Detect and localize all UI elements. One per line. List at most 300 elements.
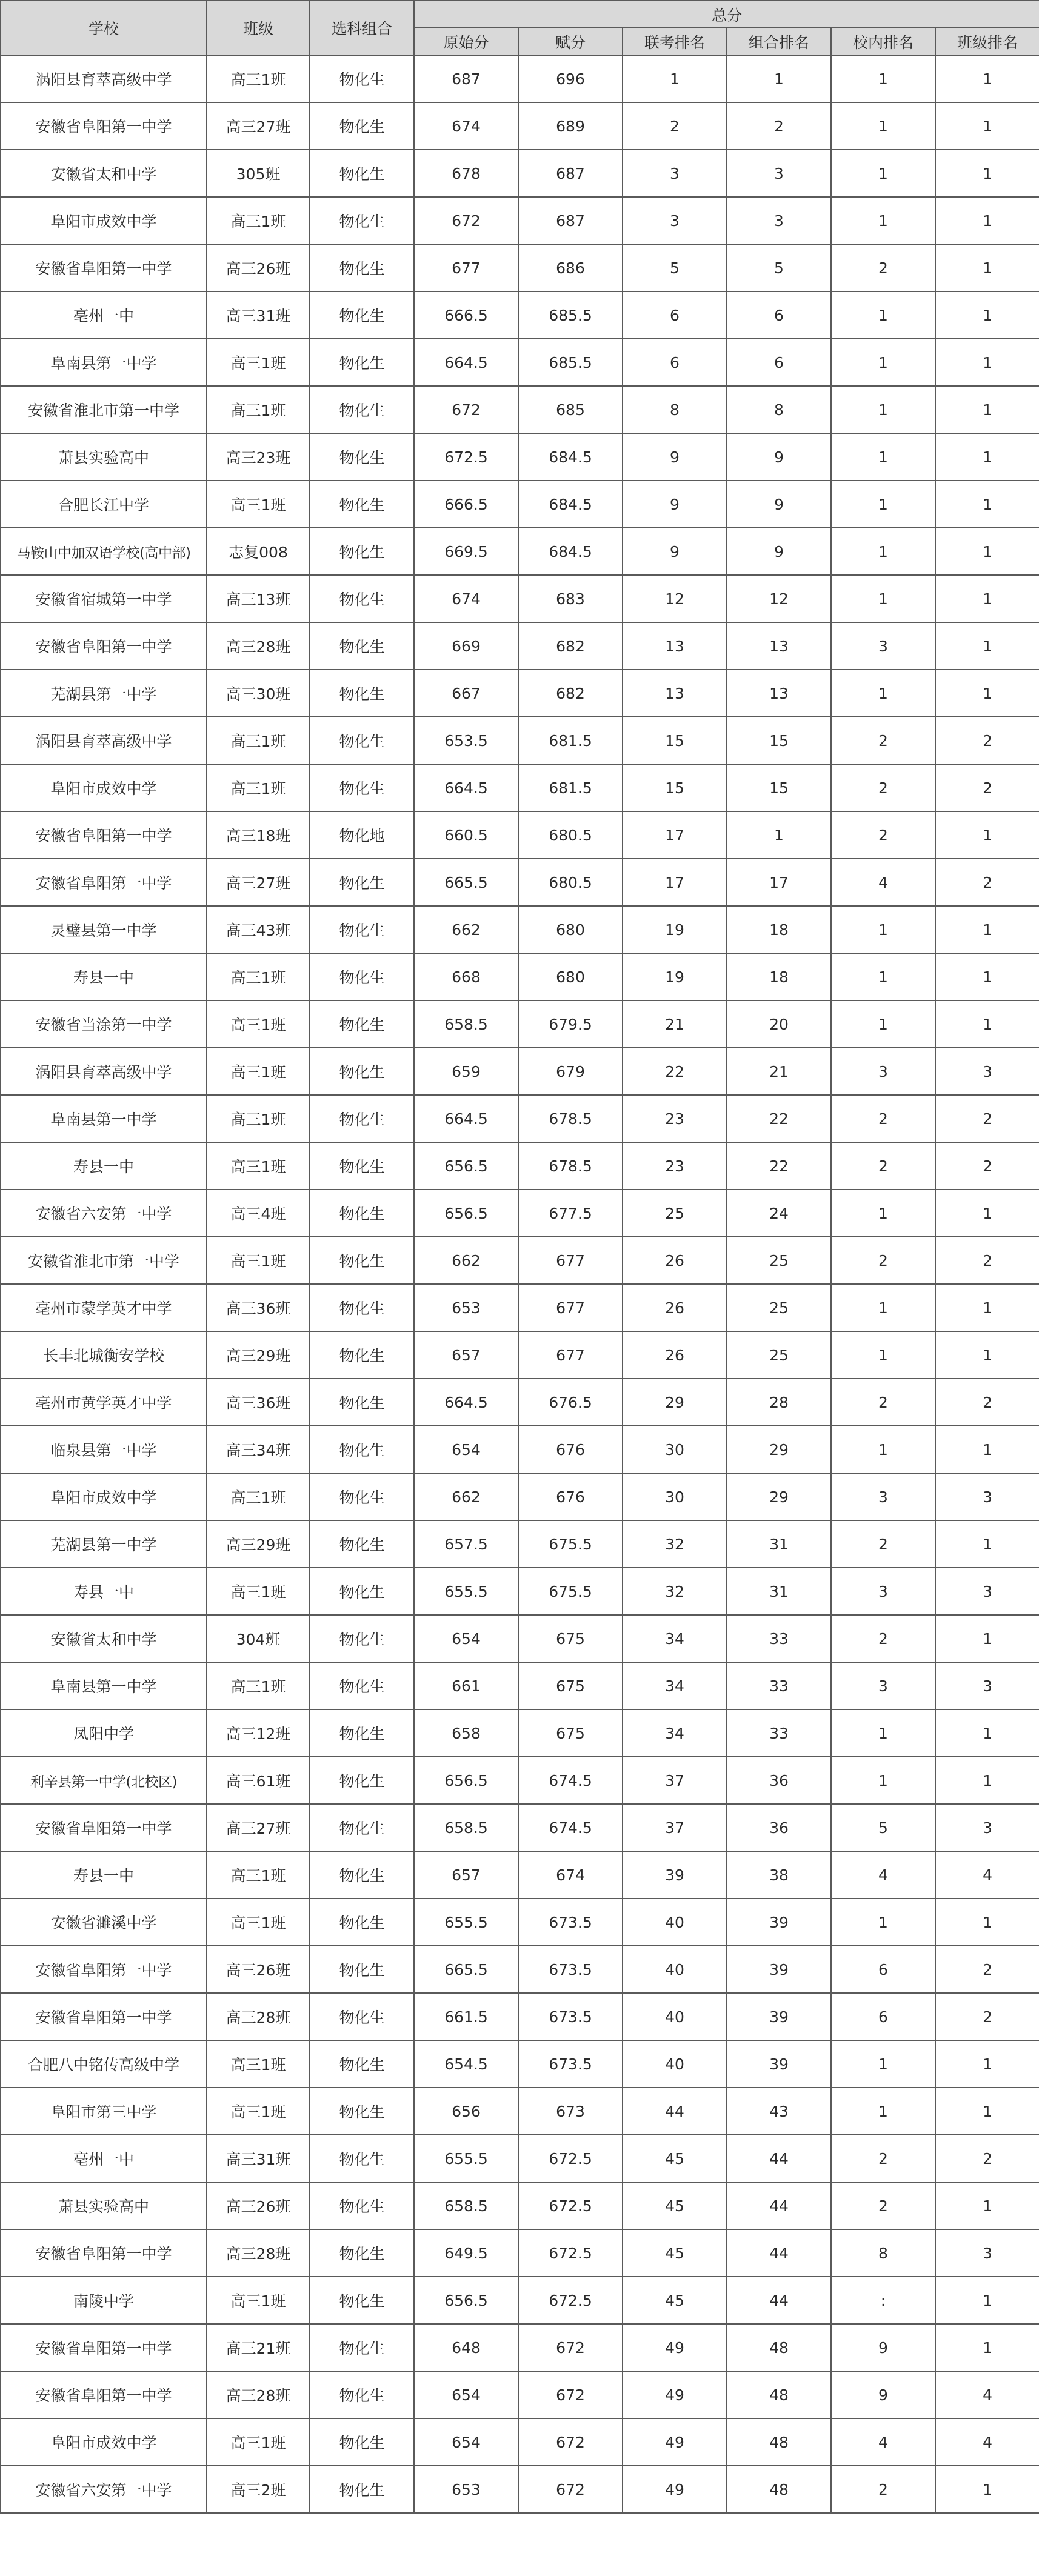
class-rank-cell: 1 [935, 55, 1039, 102]
subject-combo-cell: 物化生 [310, 481, 414, 528]
school-rank-cell: 9 [831, 2324, 935, 2371]
class-cell: 高三34班 [207, 1426, 310, 1473]
joint-exam-rank-cell: 13 [623, 670, 727, 717]
joint-exam-rank-cell: 29 [623, 1379, 727, 1426]
school-cell: 阜阳市成效中学 [1, 197, 207, 244]
raw-score-cell: 669 [414, 622, 518, 670]
class-rank-cell: 1 [935, 2324, 1039, 2371]
class-rank-cell: 1 [935, 1190, 1039, 1237]
school-cell: 寿县一中 [1, 1568, 207, 1615]
school-rank-cell: 5 [831, 1804, 935, 1851]
combo-rank-cell: 31 [727, 1568, 831, 1615]
class-cell: 志复008 [207, 528, 310, 575]
combo-rank-cell: 44 [727, 2277, 831, 2324]
subject-combo-cell: 物化生 [310, 1426, 414, 1473]
combo-rank-cell: 33 [727, 1662, 831, 1709]
class-rank-cell: 3 [935, 1804, 1039, 1851]
class-cell: 高三29班 [207, 1520, 310, 1568]
table-row [1, 1804, 1039, 1851]
combo-rank-cell: 1 [727, 55, 831, 102]
class-cell: 高三27班 [207, 1804, 310, 1851]
combo-rank-cell: 36 [727, 1804, 831, 1851]
school-rank-cell: 9 [831, 2371, 935, 2418]
joint-exam-rank-cell: 15 [623, 717, 727, 764]
joint-exam-rank-cell: 49 [623, 2371, 727, 2418]
raw-score-cell: 658.5 [414, 2182, 518, 2229]
raw-score-cell: 664.5 [414, 764, 518, 811]
combo-rank-cell: 33 [727, 1709, 831, 1757]
school-rank-cell: 3 [831, 1568, 935, 1615]
subject-combo-cell: 物化生 [310, 339, 414, 386]
school-cell: 芜湖县第一中学 [1, 670, 207, 717]
class-cell: 高三31班 [207, 291, 310, 339]
school-rank-cell: 2 [831, 1142, 935, 1190]
raw-score-cell: 665.5 [414, 1946, 518, 1993]
class-rank-cell: 1 [935, 1331, 1039, 1379]
table-row [1, 2371, 1039, 2418]
school-cell: 安徽省太和中学 [1, 150, 207, 197]
school-rank-cell: 2 [831, 2466, 935, 2513]
assigned-score-cell: 672.5 [518, 2277, 623, 2324]
assigned-score-cell: 677 [518, 1331, 623, 1379]
raw-score-cell: 656 [414, 2088, 518, 2135]
class-cell: 高三1班 [207, 197, 310, 244]
school-cell: 安徽省阜阳第一中学 [1, 859, 207, 906]
table-row [1, 1284, 1039, 1331]
class-cell: 高三1班 [207, 2040, 310, 2088]
assigned-score-cell: 672.5 [518, 2182, 623, 2229]
table-row [1, 2277, 1039, 2324]
school-rank-cell: 1 [831, 433, 935, 481]
class-cell: 高三27班 [207, 859, 310, 906]
combo-rank-cell: 39 [727, 2040, 831, 2088]
school-cell: 阜南县第一中学 [1, 1662, 207, 1709]
assigned-score-cell: 687 [518, 150, 623, 197]
raw-score-cell: 653 [414, 2466, 518, 2513]
class-rank-cell: 1 [935, 575, 1039, 622]
table-row [1, 1379, 1039, 1426]
school-rank-cell: 1 [831, 102, 935, 150]
school-rank-cell: 2 [831, 811, 935, 859]
raw-score-cell: 657.5 [414, 1520, 518, 1568]
raw-score-cell: 658.5 [414, 1000, 518, 1048]
school-cell: 安徽省六安第一中学 [1, 2466, 207, 2513]
header-school: 学校 [1, 1, 207, 55]
subject-combo-cell: 物化生 [310, 2466, 414, 2513]
assigned-score-cell: 672 [518, 2418, 623, 2466]
table-row [1, 386, 1039, 433]
combo-rank-cell: 6 [727, 291, 831, 339]
assigned-score-cell: 682 [518, 670, 623, 717]
table-row [1, 55, 1039, 102]
class-cell: 304班 [207, 1615, 310, 1662]
school-cell: 阜阳市成效中学 [1, 1473, 207, 1520]
school-cell: 灵璧县第一中学 [1, 906, 207, 953]
combo-rank-cell: 9 [727, 528, 831, 575]
class-rank-cell: 1 [935, 481, 1039, 528]
combo-rank-cell: 2 [727, 102, 831, 150]
class-rank-cell: 1 [935, 386, 1039, 433]
school-rank-cell: 2 [831, 717, 935, 764]
class-cell: 高三1班 [207, 1142, 310, 1190]
joint-exam-rank-cell: 23 [623, 1142, 727, 1190]
table-row [1, 291, 1039, 339]
assigned-score-cell: 685.5 [518, 291, 623, 339]
school-rank-cell: 1 [831, 1757, 935, 1804]
subject-combo-cell: 物化生 [310, 859, 414, 906]
joint-exam-rank-cell: 45 [623, 2135, 727, 2182]
school-cell: 安徽省阜阳第一中学 [1, 244, 207, 291]
school-cell: 寿县一中 [1, 1851, 207, 1899]
class-rank-cell: 1 [935, 1426, 1039, 1473]
combo-rank-cell: 6 [727, 339, 831, 386]
raw-score-cell: 661.5 [414, 1993, 518, 2040]
school-cell: 亳州市蒙学英才中学 [1, 1284, 207, 1331]
school-rank-cell: 2 [831, 1095, 935, 1142]
class-cell: 高三1班 [207, 1048, 310, 1095]
table-row [1, 717, 1039, 764]
class-rank-cell: 1 [935, 670, 1039, 717]
school-cell: 安徽省阜阳第一中学 [1, 2371, 207, 2418]
assigned-score-cell: 686 [518, 244, 623, 291]
raw-score-cell: 672 [414, 197, 518, 244]
subject-combo-cell: 物化生 [310, 1379, 414, 1426]
table-row [1, 906, 1039, 953]
assigned-score-cell: 673.5 [518, 1993, 623, 2040]
combo-rank-cell: 24 [727, 1190, 831, 1237]
class-cell: 高三30班 [207, 670, 310, 717]
subject-combo-cell: 物化地 [310, 811, 414, 859]
combo-rank-cell: 48 [727, 2418, 831, 2466]
header-raw-score: 原始分 [414, 28, 518, 55]
table-row [1, 528, 1039, 575]
raw-score-cell: 672.5 [414, 433, 518, 481]
class-cell: 305班 [207, 150, 310, 197]
assigned-score-cell: 675 [518, 1615, 623, 1662]
assigned-score-cell: 685 [518, 386, 623, 433]
header-combo-rank: 组合排名 [727, 28, 831, 55]
table-header [1, 1, 1039, 55]
school-cell: 萧县实验高中 [1, 2182, 207, 2229]
subject-combo-cell: 物化生 [310, 55, 414, 102]
class-rank-cell: 2 [935, 2135, 1039, 2182]
table-row [1, 1237, 1039, 1284]
subject-combo-cell: 物化生 [310, 1615, 414, 1662]
school-cell: 临泉县第一中学 [1, 1426, 207, 1473]
class-cell: 高三29班 [207, 1331, 310, 1379]
class-rank-cell: 1 [935, 197, 1039, 244]
class-cell: 高三26班 [207, 244, 310, 291]
class-rank-cell: 1 [935, 291, 1039, 339]
table-row [1, 1048, 1039, 1095]
school-rank-cell: 4 [831, 1851, 935, 1899]
class-rank-cell: 2 [935, 1142, 1039, 1190]
subject-combo-cell: 物化生 [310, 1331, 414, 1379]
raw-score-cell: 664.5 [414, 339, 518, 386]
table-row [1, 1993, 1039, 2040]
school-rank-cell: 1 [831, 906, 935, 953]
school-cell: 安徽省淮北市第一中学 [1, 1237, 207, 1284]
school-cell: 阜阳市成效中学 [1, 764, 207, 811]
table-row [1, 764, 1039, 811]
table-row [1, 2135, 1039, 2182]
class-cell: 高三1班 [207, 1851, 310, 1899]
subject-combo-cell: 物化生 [310, 197, 414, 244]
subject-combo-cell: 物化生 [310, 1520, 414, 1568]
table-row [1, 1520, 1039, 1568]
school-rank-cell: 1 [831, 1000, 935, 1048]
assigned-score-cell: 678.5 [518, 1142, 623, 1190]
combo-rank-cell: 44 [727, 2182, 831, 2229]
raw-score-cell: 654.5 [414, 2040, 518, 2088]
school-cell: 安徽省阜阳第一中学 [1, 1993, 207, 2040]
combo-rank-cell: 31 [727, 1520, 831, 1568]
assigned-score-cell: 674 [518, 1851, 623, 1899]
table-body [1, 55, 1039, 2513]
class-rank-cell: 1 [935, 622, 1039, 670]
combo-rank-cell: 48 [727, 2324, 831, 2371]
table-row [1, 1000, 1039, 1048]
school-cell: 安徽省阜阳第一中学 [1, 102, 207, 150]
table-row [1, 2418, 1039, 2466]
raw-score-cell: 657 [414, 1331, 518, 1379]
school-rank-cell: 2 [831, 1520, 935, 1568]
class-rank-cell: 1 [935, 2088, 1039, 2135]
joint-exam-rank-cell: 15 [623, 764, 727, 811]
school-cell: 安徽省当涂第一中学 [1, 1000, 207, 1048]
assigned-score-cell: 680 [518, 906, 623, 953]
class-cell: 高三1班 [207, 1473, 310, 1520]
assigned-score-cell: 696 [518, 55, 623, 102]
combo-rank-cell: 25 [727, 1237, 831, 1284]
assigned-score-cell: 684.5 [518, 433, 623, 481]
combo-rank-cell: 36 [727, 1757, 831, 1804]
subject-combo-cell: 物化生 [310, 1237, 414, 1284]
joint-exam-rank-cell: 26 [623, 1237, 727, 1284]
table-row [1, 670, 1039, 717]
school-rank-cell: 2 [831, 1379, 935, 1426]
class-cell: 高三13班 [207, 575, 310, 622]
combo-rank-cell: 3 [727, 150, 831, 197]
class-rank-cell: 1 [935, 339, 1039, 386]
school-rank-cell: 1 [831, 953, 935, 1000]
school-cell: 凤阳中学 [1, 1709, 207, 1757]
class-rank-cell: 1 [935, 2182, 1039, 2229]
subject-combo-cell: 物化生 [310, 244, 414, 291]
class-cell: 高三1班 [207, 953, 310, 1000]
school-cell: 安徽省阜阳第一中学 [1, 2229, 207, 2277]
raw-score-cell: 654 [414, 2371, 518, 2418]
subject-combo-cell: 物化生 [310, 717, 414, 764]
assigned-score-cell: 672.5 [518, 2229, 623, 2277]
assigned-score-cell: 676.5 [518, 1379, 623, 1426]
class-rank-cell: 1 [935, 1615, 1039, 1662]
joint-exam-rank-cell: 1 [623, 55, 727, 102]
header-class: 班级 [207, 1, 310, 55]
subject-combo-cell: 物化生 [310, 1190, 414, 1237]
raw-score-cell: 653.5 [414, 717, 518, 764]
class-cell: 高三1班 [207, 1662, 310, 1709]
class-rank-cell: 1 [935, 1709, 1039, 1757]
subject-combo-cell: 物化生 [310, 906, 414, 953]
subject-combo-cell: 物化生 [310, 2324, 414, 2371]
combo-rank-cell: 48 [727, 2466, 831, 2513]
combo-rank-cell: 12 [727, 575, 831, 622]
class-rank-cell: 2 [935, 1379, 1039, 1426]
school-cell: 亳州一中 [1, 291, 207, 339]
subject-combo-cell: 物化生 [310, 1757, 414, 1804]
raw-score-cell: 674 [414, 575, 518, 622]
subject-combo-cell: 物化生 [310, 2371, 414, 2418]
table-row [1, 2040, 1039, 2088]
class-rank-cell: 2 [935, 1095, 1039, 1142]
school-rank-cell: 1 [831, 670, 935, 717]
table-row [1, 339, 1039, 386]
class-cell: 高三1班 [207, 1095, 310, 1142]
header-subject-combo: 选科组合 [310, 1, 414, 55]
joint-exam-rank-cell: 49 [623, 2418, 727, 2466]
class-rank-cell: 1 [935, 433, 1039, 481]
table-row [1, 1946, 1039, 1993]
assigned-score-cell: 682 [518, 622, 623, 670]
school-cell: 阜阳市第三中学 [1, 2088, 207, 2135]
assigned-score-cell: 677 [518, 1237, 623, 1284]
class-rank-cell: 2 [935, 1237, 1039, 1284]
assigned-score-cell: 674.5 [518, 1804, 623, 1851]
school-rank-cell: 3 [831, 1473, 935, 1520]
class-cell: 高三23班 [207, 433, 310, 481]
assigned-score-cell: 681.5 [518, 717, 623, 764]
school-rank-cell: 1 [831, 2040, 935, 2088]
raw-score-cell: 654 [414, 1426, 518, 1473]
school-rank-cell: 4 [831, 859, 935, 906]
assigned-score-cell: 676 [518, 1426, 623, 1473]
assigned-score-cell: 680.5 [518, 859, 623, 906]
table-row [1, 953, 1039, 1000]
class-cell: 高三1班 [207, 481, 310, 528]
table-row [1, 433, 1039, 481]
school-cell: 安徽省阜阳第一中学 [1, 1946, 207, 1993]
subject-combo-cell: 物化生 [310, 1851, 414, 1899]
combo-rank-cell: 22 [727, 1142, 831, 1190]
table-row [1, 1851, 1039, 1899]
class-rank-cell: 3 [935, 1662, 1039, 1709]
raw-score-cell: 657 [414, 1851, 518, 1899]
table-row [1, 197, 1039, 244]
joint-exam-rank-cell: 34 [623, 1615, 727, 1662]
class-rank-cell: 1 [935, 528, 1039, 575]
raw-score-cell: 677 [414, 244, 518, 291]
joint-exam-rank-cell: 19 [623, 953, 727, 1000]
assigned-score-cell: 677 [518, 1284, 623, 1331]
class-rank-cell: 4 [935, 2371, 1039, 2418]
combo-rank-cell: 25 [727, 1331, 831, 1379]
table-row [1, 1757, 1039, 1804]
school-cell: 安徽省阜阳第一中学 [1, 1804, 207, 1851]
raw-score-cell: 656.5 [414, 2277, 518, 2324]
table-row [1, 1095, 1039, 1142]
class-cell: 高三18班 [207, 811, 310, 859]
table-row [1, 811, 1039, 859]
school-rank-cell: 1 [831, 1709, 935, 1757]
raw-score-cell: 678 [414, 150, 518, 197]
school-rank-cell: 1 [831, 1331, 935, 1379]
class-cell: 高三28班 [207, 1993, 310, 2040]
joint-exam-rank-cell: 45 [623, 2277, 727, 2324]
subject-combo-cell: 物化生 [310, 1284, 414, 1331]
school-rank-cell: 1 [831, 1284, 935, 1331]
joint-exam-rank-cell: 9 [623, 433, 727, 481]
combo-rank-cell: 39 [727, 1899, 831, 1946]
table-row [1, 2182, 1039, 2229]
table-row [1, 1473, 1039, 1520]
class-rank-cell: 1 [935, 244, 1039, 291]
raw-score-cell: 661 [414, 1662, 518, 1709]
raw-score-cell: 666.5 [414, 291, 518, 339]
joint-exam-rank-cell: 5 [623, 244, 727, 291]
class-rank-cell: 1 [935, 811, 1039, 859]
combo-rank-cell: 3 [727, 197, 831, 244]
class-rank-cell: 1 [935, 906, 1039, 953]
class-cell: 高三1班 [207, 2418, 310, 2466]
combo-rank-cell: 28 [727, 1379, 831, 1426]
joint-exam-rank-cell: 13 [623, 622, 727, 670]
assigned-score-cell: 683 [518, 575, 623, 622]
school-cell: 涡阳县育萃高级中学 [1, 55, 207, 102]
school-rank-cell: 1 [831, 1426, 935, 1473]
joint-exam-rank-cell: 37 [623, 1804, 727, 1851]
subject-combo-cell: 物化生 [310, 1804, 414, 1851]
school-rank-cell: 1 [831, 55, 935, 102]
combo-rank-cell: 1 [727, 811, 831, 859]
class-cell: 高三1班 [207, 1899, 310, 1946]
joint-exam-rank-cell: 30 [623, 1426, 727, 1473]
combo-rank-cell: 39 [727, 1946, 831, 1993]
assigned-score-cell: 680.5 [518, 811, 623, 859]
class-rank-cell: 2 [935, 764, 1039, 811]
joint-exam-rank-cell: 6 [623, 339, 727, 386]
school-rank-cell: 3 [831, 1662, 935, 1709]
class-rank-cell: 1 [935, 150, 1039, 197]
school-cell: 涡阳县育萃高级中学 [1, 717, 207, 764]
raw-score-cell: 662 [414, 1237, 518, 1284]
class-cell: 高三1班 [207, 717, 310, 764]
joint-exam-rank-cell: 25 [623, 1190, 727, 1237]
assigned-score-cell: 675 [518, 1709, 623, 1757]
joint-exam-rank-cell: 45 [623, 2182, 727, 2229]
assigned-score-cell: 673.5 [518, 1899, 623, 1946]
class-rank-cell: 3 [935, 1473, 1039, 1520]
table-row [1, 481, 1039, 528]
subject-combo-cell: 物化生 [310, 764, 414, 811]
raw-score-cell: 687 [414, 55, 518, 102]
header-school-rank: 校内排名 [831, 28, 935, 55]
joint-exam-rank-cell: 32 [623, 1520, 727, 1568]
class-rank-cell: 1 [935, 1000, 1039, 1048]
class-rank-cell: 4 [935, 1851, 1039, 1899]
class-cell: 高三31班 [207, 2135, 310, 2182]
table-row [1, 102, 1039, 150]
subject-combo-cell: 物化生 [310, 670, 414, 717]
table-row [1, 2466, 1039, 2513]
joint-exam-rank-cell: 40 [623, 1899, 727, 1946]
raw-score-cell: 659 [414, 1048, 518, 1095]
school-cell: 安徽省濉溪中学 [1, 1899, 207, 1946]
raw-score-cell: 667 [414, 670, 518, 717]
school-rank-cell: 3 [831, 1048, 935, 1095]
subject-combo-cell: 物化生 [310, 2277, 414, 2324]
class-cell: 高三27班 [207, 102, 310, 150]
